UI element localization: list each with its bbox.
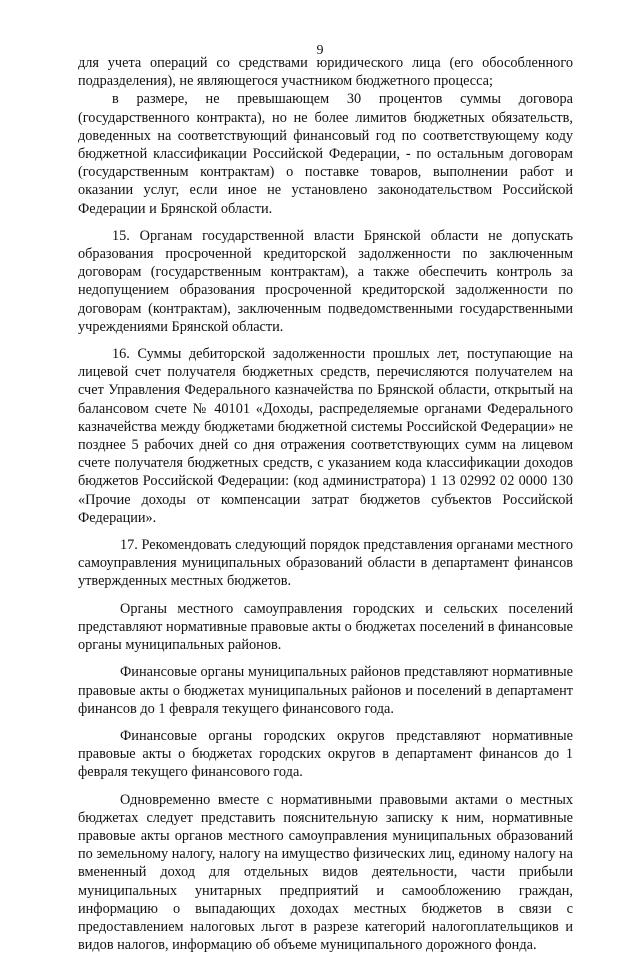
paragraph-district-finance: Финансовые органы муниципальных районов представляют нормативные правовые акты о бюджетах муниципальных районов и поселений в департамент финансов до 1 февраля текущего финансового года. bbox=[78, 664, 573, 717]
paragraph-item-16: 16. Суммы дебиторской задолженности прошлых лет, поступающие на лицевой счет получателя бюджетных средств, перечисляются получателем на счет Управления Федерального казначейства по Брянской области, открытый на балансовом счете № 40101 «Доходы, распределяемые органами Федерального казначейства между бюджетами бюджетной системы Российской Федерации» не позднее 5 рабочих дней со дня отражения соответствующих сумм на лицевом счете получателя бюджетных средств, с указанием кода классификации доходов бюджетов Российской Федерации: (код администратора) 1 13 02992 02 0000 130 «Прочие доходы от компенсации затрат бюджетов субъектов Российской Федерации». bbox=[78, 346, 573, 526]
paragraph-settlement-bodies: Органы местного самоуправления городских и сельских поселений представляют нормативные правовые акты о бюджетах поселений в финансовые органы муниципальных районов. bbox=[78, 600, 573, 654]
paragraph-item-15: 15. Органам государственной власти Брянской области не допускать образования просроченной кредиторской задолженности по заключенным договорам (государственным контрактам), а также обеспечить контроль за недопущением образования просроченной кредиторской задолженности по договорам (контрактам), заключенным подведомственными государственными учреждениями Брянской области. bbox=[78, 227, 573, 335]
document-body bbox=[78, 54, 573, 954]
paragraph-advance-limit: в размере, не превышающем 30 процентов суммы договора (государственного контракта), но не более лимитов бюджетных обязательств, доведенных на соответствующий финансовый год по соответствующему коду бюджетной классификации Российской Федерации, - по остальным договорам (государственным контрактам) о поставке товаров, выполнении работ и оказании услуг, если иное не установлено законодательством Российской Федерации и Брянской области. bbox=[78, 91, 573, 217]
page-number: 9 bbox=[316, 43, 324, 58]
paragraph-city-district-finance: Финансовые органы городских округов представляют нормативные правовые акты о бюджетах городских округов в департамент финансов до 1 февраля текущего финансового года. bbox=[78, 727, 573, 781]
paragraph-account-operations: для учета операций со средствами юридического лица (его обособленного подразделения), не являющегося участником бюджетного процесса; bbox=[78, 55, 573, 90]
paragraph-item-17: 17. Рекомендовать следующий порядок представления органами местного самоуправления муниципальных образований области в департамент финансов утвержденных местных бюджетов. bbox=[78, 537, 573, 590]
paragraph-explanatory-note: Одновременно вместе с нормативными правовыми актами о местных бюджетах следует представить пояснительную записку к ним, нормативные правовые акты органов местного самоуправления муниципальных образований по земельному налогу, налогу на имущество физических лиц, единому налогу на вмененный доход для отдельных видов деятельности, части прибыли муниципальных унитарных предприятий и самообложению граждан, информацию о выпадающих доходах местных бюджетов в связи с предоставлением налоговых льгот в разрезе категорий налогоплательщиков и видов налогов, информацию об объеме муниципального дорожного фонда. bbox=[78, 791, 573, 954]
